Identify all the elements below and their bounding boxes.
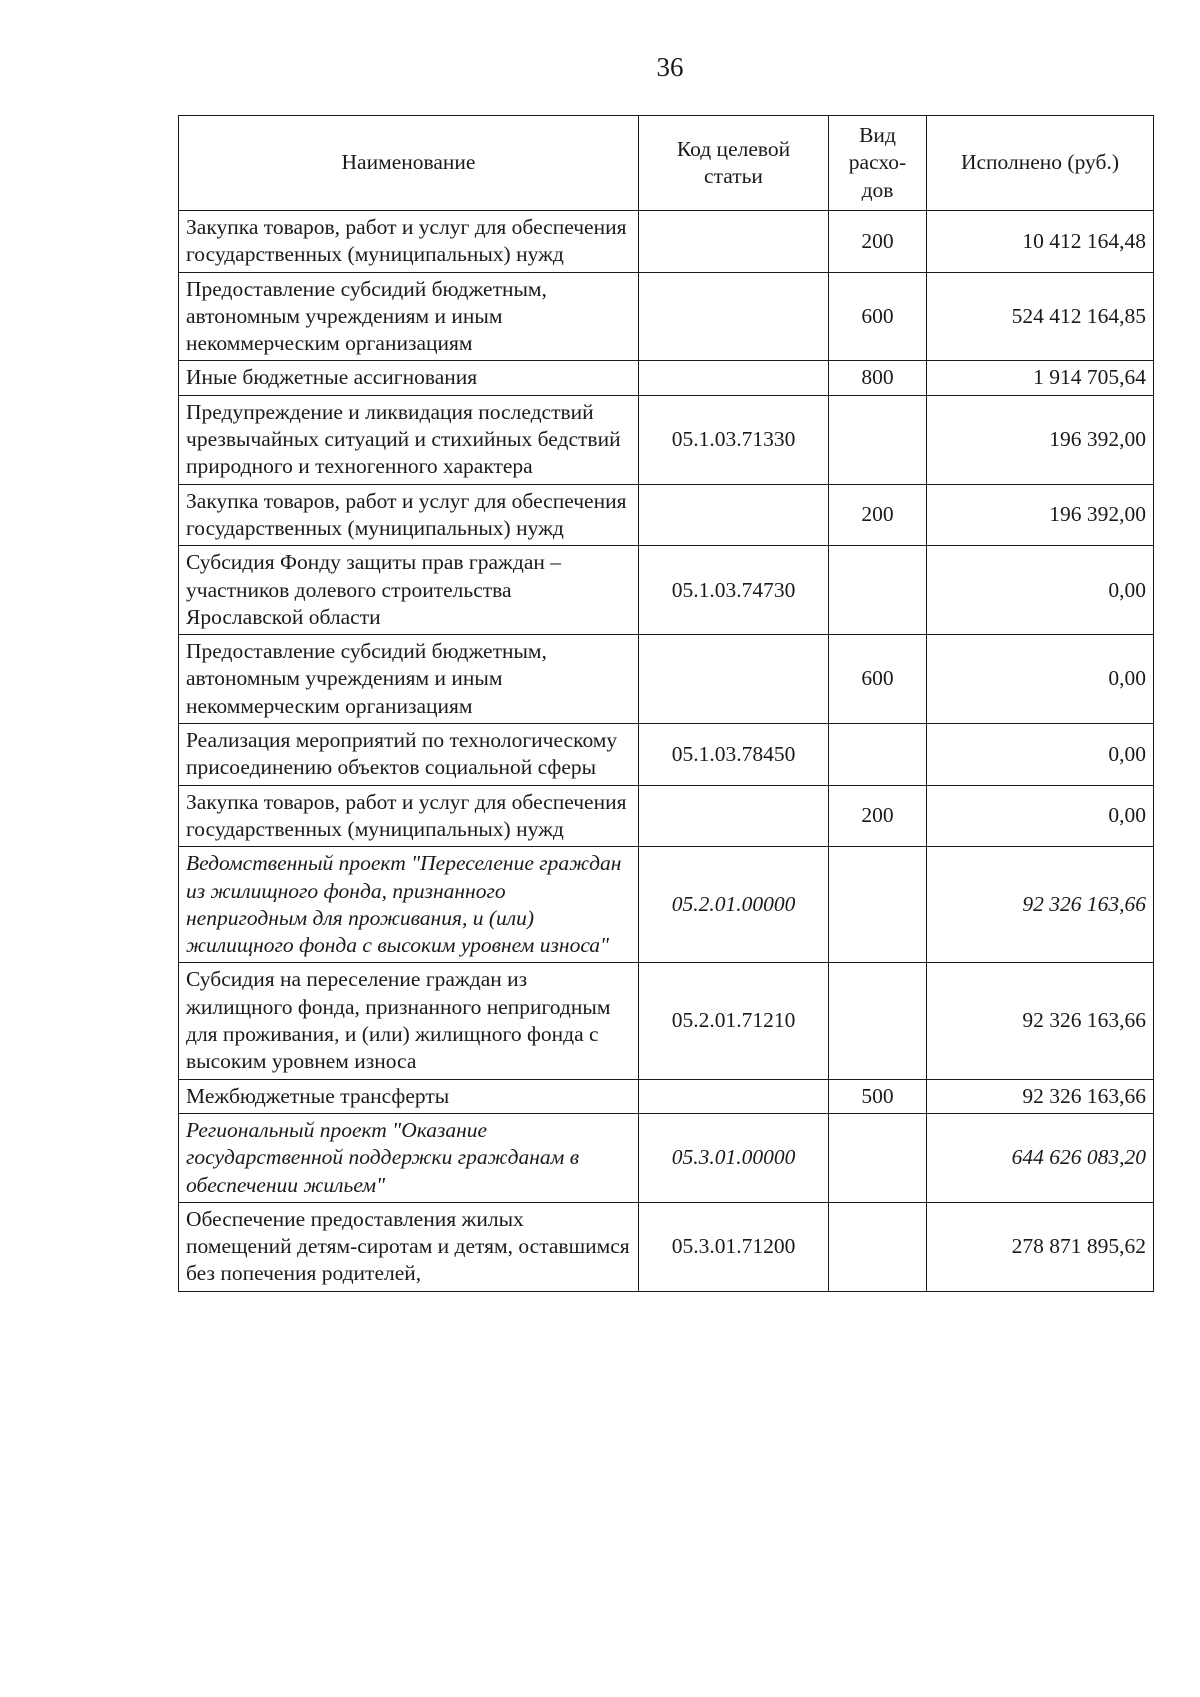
cell-sum: 10 412 164,48: [927, 211, 1154, 273]
cell-sum: 92 326 163,66: [927, 963, 1154, 1079]
cell-kind: 600: [829, 635, 927, 724]
cell-name: Закупка товаров, работ и услуг для обеспечения государственных (муниципальных) нужд: [179, 484, 639, 546]
cell-sum: 278 871 895,62: [927, 1202, 1154, 1291]
table-row: [179, 635, 1154, 724]
cell-code: 05.3.01.00000: [639, 1113, 829, 1202]
cell-code: 05.2.01.71210: [639, 963, 829, 1079]
cell-sum: 92 326 163,66: [927, 847, 1154, 963]
cell-kind: [829, 724, 927, 786]
table-row: [179, 546, 1154, 635]
cell-name: Предоставление субсидий бюджетным, автономным учреждениям и иным некоммерческим организациям: [179, 635, 639, 724]
cell-kind: 800: [829, 361, 927, 395]
cell-code: [639, 484, 829, 546]
cell-code: [639, 785, 829, 847]
cell-code: [639, 635, 829, 724]
cell-sum: 196 392,00: [927, 484, 1154, 546]
header-kind: Вид расхо-дов: [829, 116, 927, 211]
cell-name: Иные бюджетные ассигнования: [179, 361, 639, 395]
cell-sum: 0,00: [927, 724, 1154, 786]
cell-code: 05.2.01.00000: [639, 847, 829, 963]
page-number: 36: [656, 52, 684, 82]
table-row: [179, 484, 1154, 546]
cell-name: Субсидия Фонду защиты прав граждан – участников долевого строительства Ярославской области: [179, 546, 639, 635]
cell-sum: 644 626 083,20: [927, 1113, 1154, 1202]
cell-kind: [829, 1202, 927, 1291]
cell-code: [639, 272, 829, 361]
cell-sum: 0,00: [927, 546, 1154, 635]
cell-kind: 200: [829, 484, 927, 546]
table-row: [179, 963, 1154, 1079]
cell-code: [639, 1079, 829, 1113]
header-sum: Исполнено (руб.): [927, 116, 1154, 211]
cell-sum: 196 392,00: [927, 395, 1154, 484]
cell-kind: [829, 847, 927, 963]
cell-kind: 200: [829, 785, 927, 847]
cell-name: Реализация мероприятий по технологическому присоединению объектов социальной сферы: [179, 724, 639, 786]
table-row: [179, 1202, 1154, 1291]
cell-name: Межбюджетные трансферты: [179, 1079, 639, 1113]
table-row: [179, 1079, 1154, 1113]
header-name: Наименование: [179, 116, 639, 211]
table-row: [179, 395, 1154, 484]
cell-code: [639, 361, 829, 395]
table-body: [179, 211, 1154, 1292]
cell-code: 05.1.03.74730: [639, 546, 829, 635]
header-code: Код целевой статьи: [639, 116, 829, 211]
cell-name: Региональный проект "Оказание государственной поддержки гражданам в обеспечении жильем": [179, 1113, 639, 1202]
cell-name: Ведомственный проект "Переселение граждан из жилищного фонда, признанного непригодным для проживания, и (или) жилищного фонда с высоким уровнем износа": [179, 847, 639, 963]
table-row: [179, 724, 1154, 786]
cell-name: Обеспечение предоставления жилых помещений детям-сиротам и детям, оставшимся без попечения родителей,: [179, 1202, 639, 1291]
cell-name: Закупка товаров, работ и услуг для обеспечения государственных (муниципальных) нужд: [179, 211, 639, 273]
cell-sum: 0,00: [927, 635, 1154, 724]
budget-execution-table: [178, 115, 1154, 1292]
cell-kind: [829, 395, 927, 484]
cell-code: 05.1.03.78450: [639, 724, 829, 786]
table-row: [179, 785, 1154, 847]
table-header-row: [179, 116, 1154, 211]
table-row: [179, 272, 1154, 361]
cell-name: Закупка товаров, работ и услуг для обеспечения государственных (муниципальных) нужд: [179, 785, 639, 847]
cell-sum: 1 914 705,64: [927, 361, 1154, 395]
cell-kind: 600: [829, 272, 927, 361]
cell-code: [639, 211, 829, 273]
cell-kind: [829, 1113, 927, 1202]
table-row: [179, 211, 1154, 273]
cell-code: 05.3.01.71200: [639, 1202, 829, 1291]
cell-sum: 92 326 163,66: [927, 1079, 1154, 1113]
table-row: [179, 1113, 1154, 1202]
cell-sum: 0,00: [927, 785, 1154, 847]
cell-name: Субсидия на переселение граждан из жилищного фонда, признанного непригодным для проживания, и (или) жилищного фонда с высоким уровнем износа: [179, 963, 639, 1079]
cell-sum: 524 412 164,85: [927, 272, 1154, 361]
cell-name: Предупреждение и ликвидация последствий чрезвычайных ситуаций и стихийных бедствий природного и техногенного характера: [179, 395, 639, 484]
cell-kind: 200: [829, 211, 927, 273]
table-row: [179, 847, 1154, 963]
cell-kind: [829, 963, 927, 1079]
cell-name: Предоставление субсидий бюджетным, автономным учреждениям и иным некоммерческим организациям: [179, 272, 639, 361]
cell-kind: [829, 546, 927, 635]
table-row: [179, 361, 1154, 395]
cell-code: 05.1.03.71330: [639, 395, 829, 484]
cell-kind: 500: [829, 1079, 927, 1113]
